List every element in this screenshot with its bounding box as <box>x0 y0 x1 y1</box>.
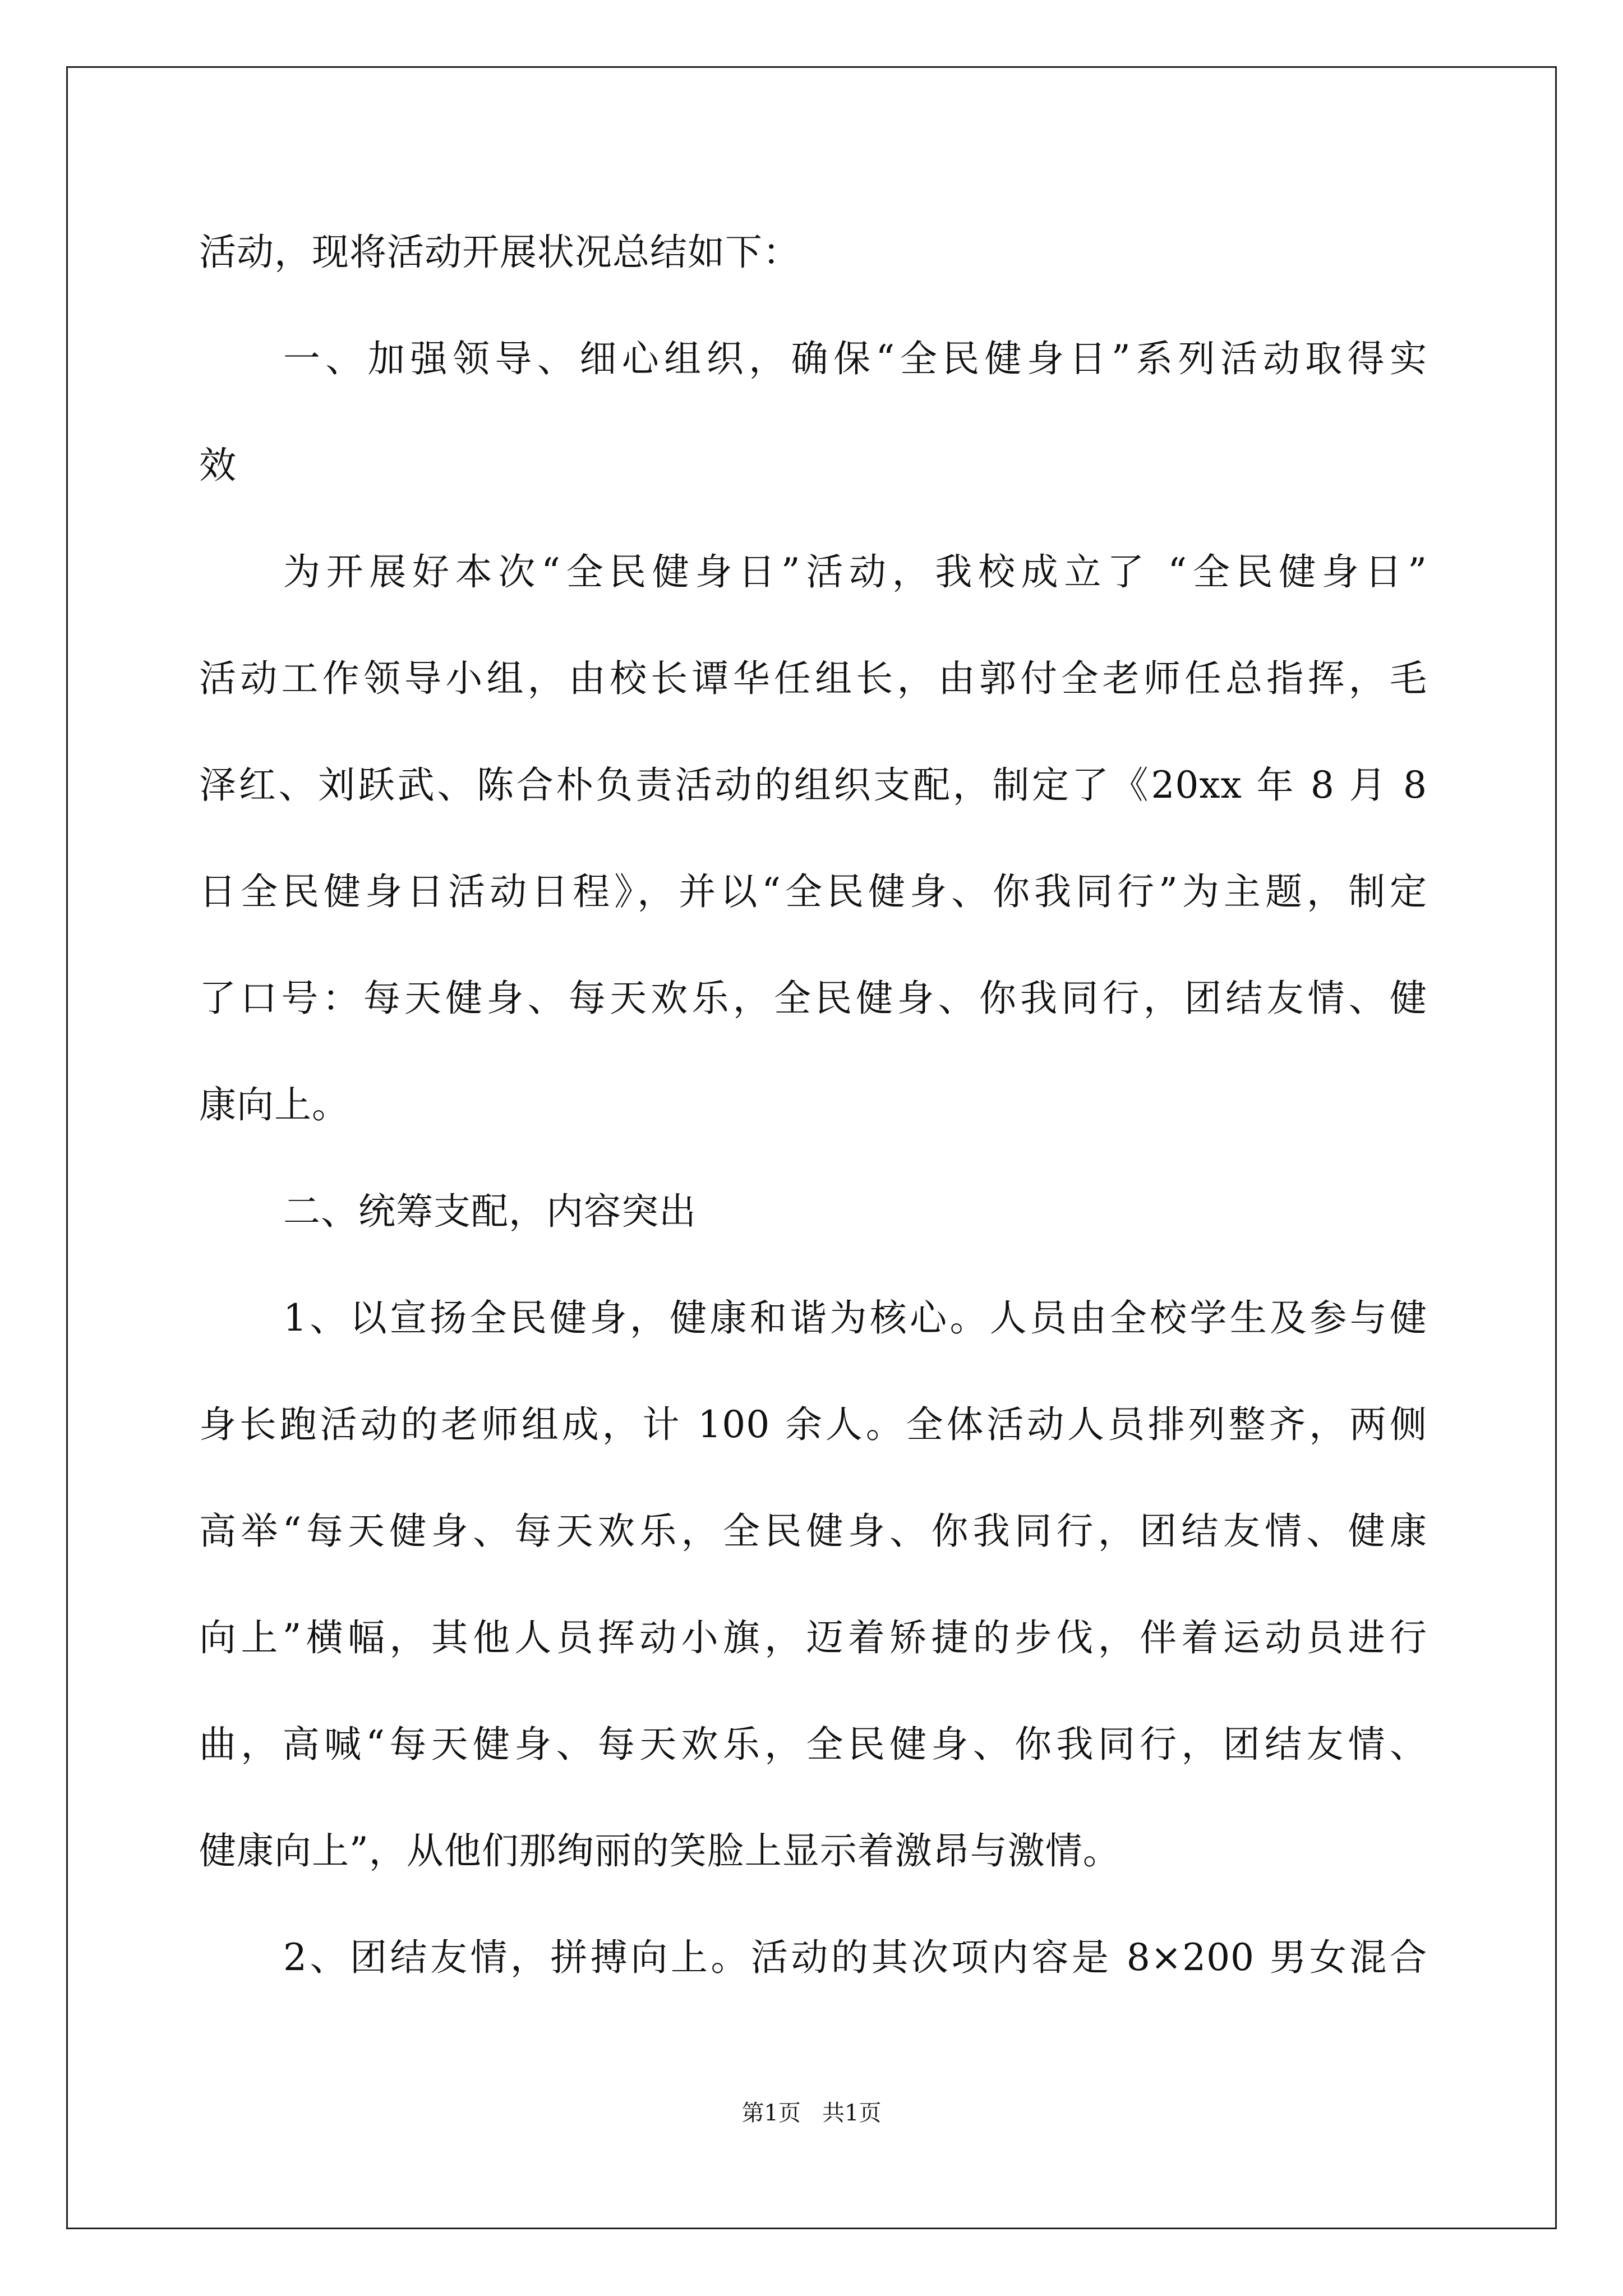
paragraph-start: 1、以宣扬全民健身，健康和谐为核心。人员由全校学生及参与健 <box>283 1296 1427 1340</box>
text-line: 健康向上”，从他们那绚丽的笑脸上显示着激昂与激情。 <box>199 1829 1121 1872</box>
text-line: 日全民健身日活动日程》，并以“全民健身、你我同行”为主题，制定 <box>199 870 1427 913</box>
text-line: 活动工作领导小组，由校长谭华任组长，由郭付全老师任总指挥，毛 <box>199 657 1427 700</box>
page-border <box>66 66 1557 2229</box>
text-line: 高举“每天健身、每天欢乐，全民健身、你我同行，团结友情、健康 <box>199 1510 1427 1553</box>
page-footer: 第1页 共1页 <box>741 2100 882 2126</box>
text-line: 康向上。 <box>199 1083 349 1126</box>
text-line: 曲，高喊“每天健身、每天欢乐，全民健身、你我同行，团结友情、 <box>199 1723 1427 1766</box>
text-line: 了口号：每天健身、每天欢乐，全民健身、你我同行，团结友情、健 <box>199 977 1427 1020</box>
paragraph-start: 为开展好本次“全民健身日”活动，我校成立了 “全民健身日” <box>283 550 1427 593</box>
paragraph-start: 2、团结友情，拼搏向上。活动的其次项内容是 8×200 男女混合 <box>283 1936 1427 1979</box>
text-line: 活动，现将活动开展状况总结如下： <box>199 231 800 274</box>
text-line: 效 <box>199 444 237 487</box>
section-heading-1: 一、加强领导、细心组织，确保“全民健身日”系列活动取得实 <box>283 337 1427 380</box>
text-line: 泽红、刘跃武、陈合朴负责活动的组织支配，制定了《20xx 年 8 月 8 <box>199 763 1427 807</box>
text-line: 身长跑活动的老师组成，计 100 余人。全体活动人员排列整齐，两侧 <box>199 1403 1427 1446</box>
text-line: 向上”横幅，其他人员挥动小旗，迈着矫捷的步伐，伴着运动员进行 <box>199 1616 1427 1659</box>
section-heading-2: 二、统筹支配，内容突出 <box>283 1190 697 1233</box>
